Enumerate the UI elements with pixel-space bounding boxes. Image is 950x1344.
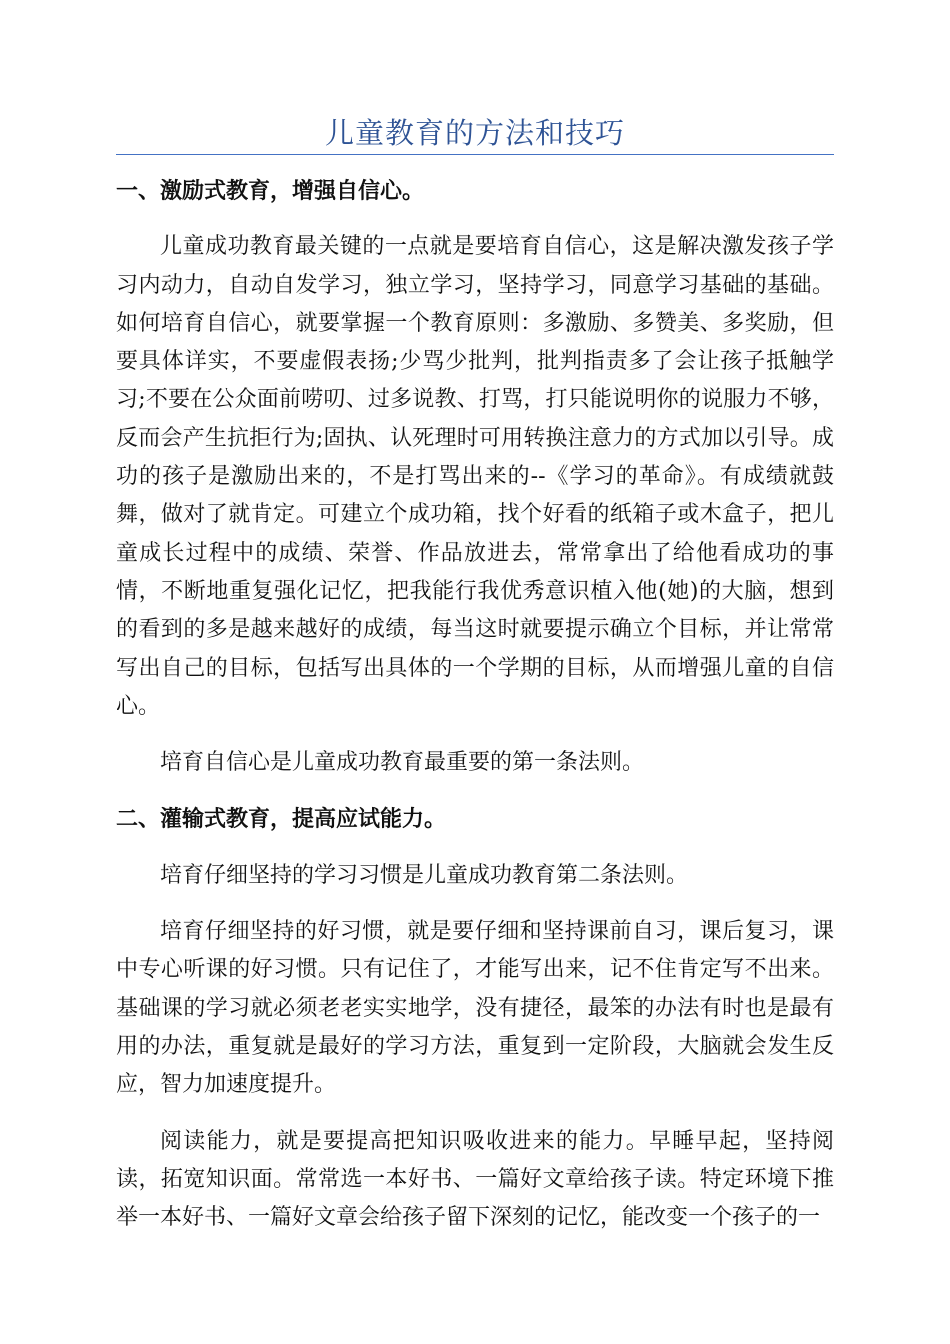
paragraph: 阅读能力，就是要提高把知识吸收进来的能力。早睡早起，坚持阅读，拓宽知识面。常常选一本好书、一篇好文章给孩子读。特定环境下推举一本好书、一篇好文章会给孩子留下深刻的记忆，能改变一个孩子的一	[116, 1128, 834, 1231]
document-body	[116, 172, 834, 1255]
document-title: 儿童教育的方法和技巧	[324, 116, 625, 150]
paragraph: 儿童成功教育最关键的一点就是要培育自信心，这是解决激发孩子学习内动力，自动自发学习，独立学习，坚持学习，同意学习基础的基础。如何培育自信心，就要掌握一个教育原则：多激励、多赞美、多奖励，但要具体详实，不要虚假表扬;少骂少批判，批判指责多了会让孩子抵触学习;不要在公众面前唠叨、过多说教、打骂，打只能说明你的说服力不够，反而会产生抗拒行为;固执、认死理时可用转换注意力的方式加以引导。成功的孩子是激励出来的，不是打骂出来的--《学习的革命》。有成绩就鼓舞，做对了就肯定。可建立个成功箱，找个好看的纸箱子或木盒子，把儿童成长过程中的成绩、荣誉、作品放进去，常常拿出了给他看成功的事情，不断地重复强化记忆，把我能行我优秀意识植入他(她)的大脑，想到的看到的多是越来越好的成绩，每当这时就要提示确立个目标，并让常常写出自己的目标，包括写出具体的一个学期的目标，从而增强儿童的自信心。	[116, 234, 834, 719]
section-2	[116, 800, 834, 1237]
title-underline	[116, 154, 834, 155]
paragraph: 培育自信心是儿童成功教育最重要的第一条法则。	[160, 750, 645, 776]
paragraph: 培育仔细坚持的学习习惯是儿童成功教育第二条法则。	[160, 862, 689, 888]
paragraph: 培育仔细坚持的好习惯，就是要仔细和坚持课前自习，课后复习，课中专心听课的好习惯。只有记住了，才能写出来，记不住肯定写不出来。基础课的学习就必须老老实实地学，没有捷径，最笨的办法有时也是最有用的办法，重复就是最好的学习方法，重复到一定阶段，大脑就会发生反应，智力加速度提升。	[116, 919, 834, 1098]
section-heading: 二、灌输式教育，提高应试能力。	[116, 806, 447, 833]
section-heading: 一、激励式教育，增强自信心。	[116, 178, 425, 204]
section-1	[116, 172, 834, 782]
